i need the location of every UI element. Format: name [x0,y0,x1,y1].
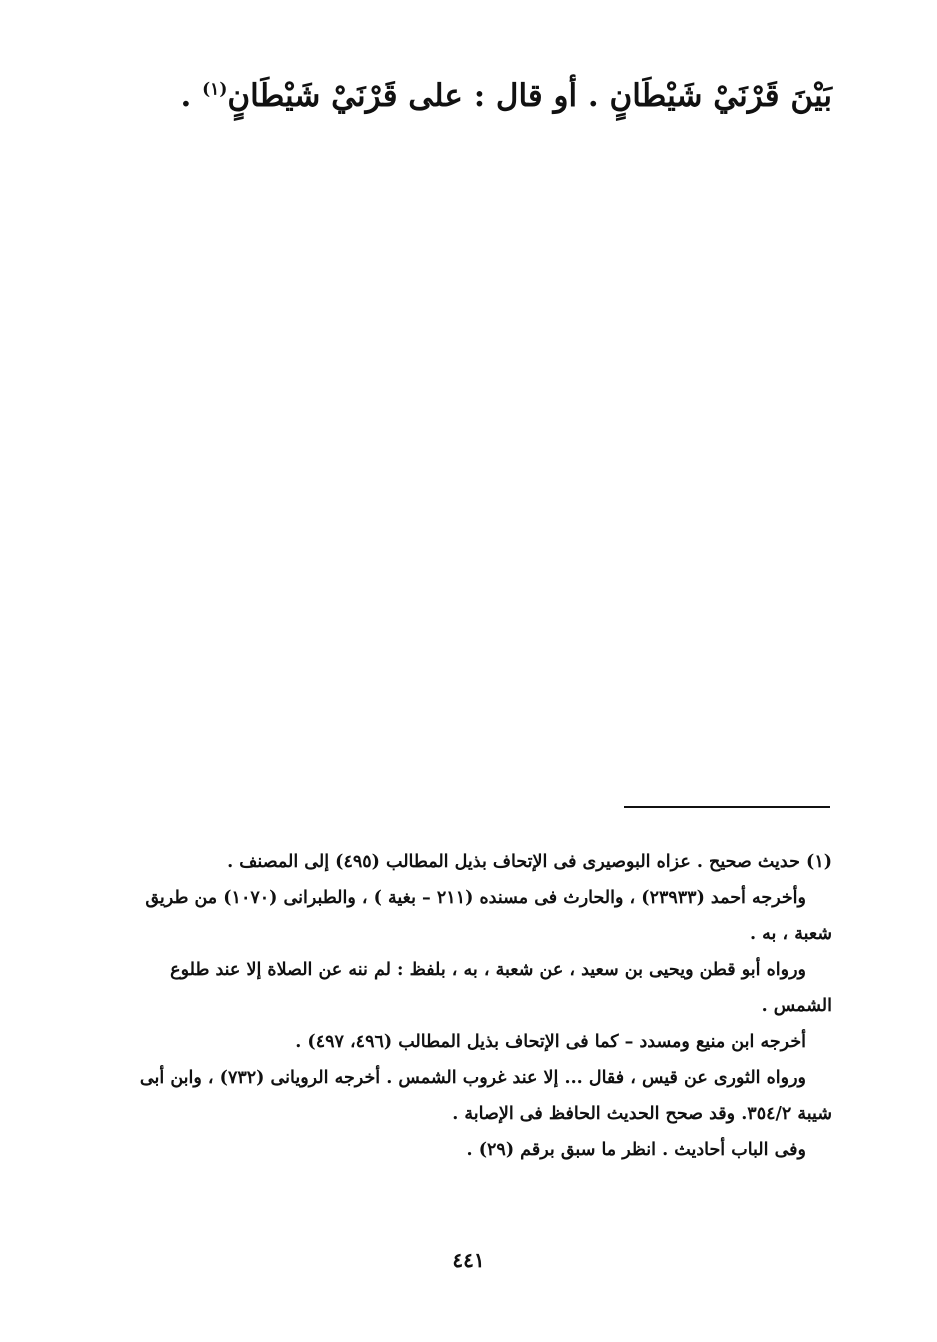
footnote-intro-text: . عزاه البوصيرى فى الإتحاف بذيل المطالب (٤٩٥) إلى المصنف . [227,852,710,872]
footnote-1-intro [120,844,832,880]
footnote-paragraph: ورواه الثورى عن قيس ، فقال ... إلا عند غروب الشمس . أخرجه الرويانى (٧٣٢) ، وابن أبى شيبة ٣٥٤/٢. وقد صحح الحديث الحافظ فى الإصابة . [139,1068,832,1124]
footnotes-section [120,844,832,1168]
footnote-paragraph: أخرجه ابن منيع ومسدد – كما فى الإتحاف بذيل المطالب (٤٩٦، ٤٩٧) . [295,1032,806,1052]
main-text-end: . [180,78,203,114]
main-text: بَيْنَ قَرْنَيْ شَيْطَانٍ . أو قال : على قَرْنَيْ شَيْطَانٍ [227,78,832,114]
footnote-marker: (١) [806,852,832,872]
hadith-grade: حديث صحيح [709,852,800,872]
footnote-reference: (١) [202,79,228,100]
footnote-paragraph: ورواه أبو قطن ويحيى بن سعيد ، عن شعبة ، به ، بلفظ : لم ننه عن الصلاة إلا عند طلوع الشمس . [170,960,832,1016]
main-text-line [112,72,832,120]
footnote-separator [624,806,830,808]
footnote-paragraph: وفى الباب أحاديث . انظر ما سبق برقم (٢٩) . [466,1140,806,1160]
footnote-paragraph: وأخرجه أحمد (٢٣٩٣٣) ، والحارث فى مسنده (٢١١ – بغية ) ، والطبرانى (١٠٧٠) من طريق شعبة ، به . [145,888,832,944]
page-number: ٤٤١ [452,1248,485,1272]
